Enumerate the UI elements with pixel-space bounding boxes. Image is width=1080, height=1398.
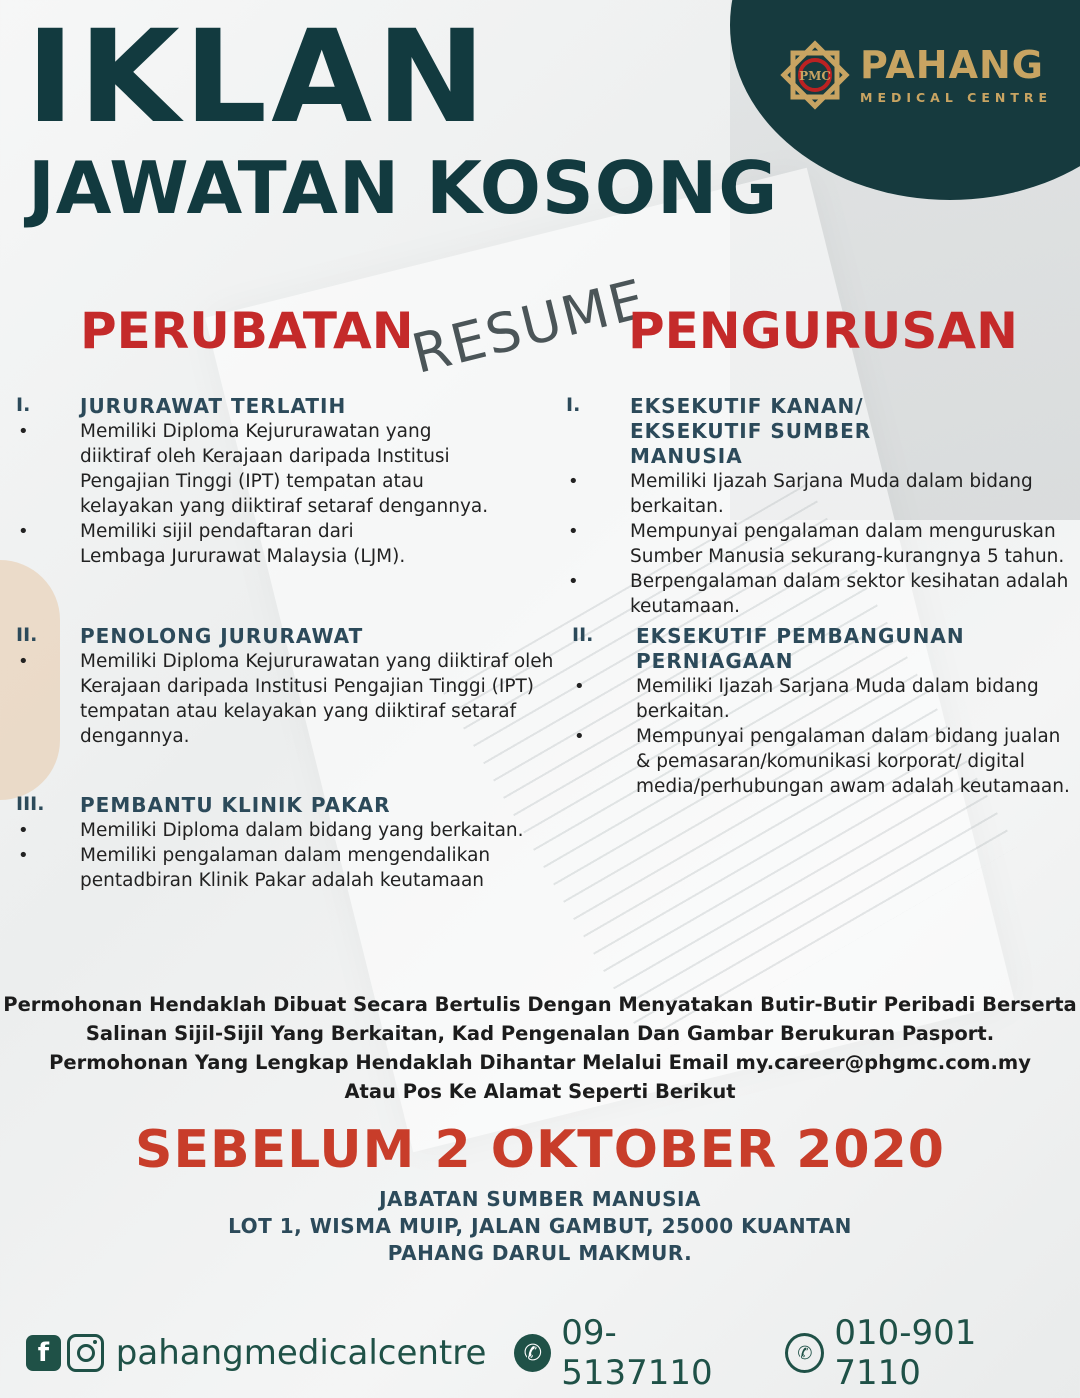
job-jururawat-terlatih	[16, 394, 576, 569]
notice-line: Salinan Sijil-Sijil Yang Berkaitan, Kad Pengenalan Dan Gambar Berukuran Pasport.	[85, 1022, 995, 1045]
application-notice	[0, 990, 1080, 1106]
requirement-item: • Memiliki Diploma Kejururawatan yang diiktiraf oleh Kerajaan daripada Institusi Pengajian Tinggi (IPT) tempatan atau kelayakan yang diiktiraf setaraf dengannya.	[16, 649, 576, 749]
requirement-item: • Berpengalaman dalam sektor kesihatan adalah keutamaan.	[566, 569, 1070, 619]
notice-line: Atau Pos Ke Alamat Seperti Berikut	[344, 1080, 736, 1103]
job-number: II.	[16, 624, 38, 646]
requirement-item: • Memiliki Ijazah Sarjana Muda dalam bidang berkaitan.	[572, 674, 1070, 724]
job-title: EKSEKUTIF PEMBANGUNAN PERNIAGAAN	[636, 624, 965, 673]
job-title: JURURAWAT TERLATIH	[80, 394, 347, 418]
job-eksekutif-sumber-manusia	[566, 394, 1070, 619]
page-subtitle: JAWATAN KOSONG	[28, 146, 779, 230]
logo-subtitle: MEDICAL CENTRE	[860, 89, 1053, 105]
address-line: JABATAN SUMBER MANUSIA	[379, 1187, 701, 1211]
section-heading-perubatan: PERUBATAN	[80, 302, 414, 360]
job-title: PENOLONG JURURAWAT	[80, 624, 364, 648]
notice-line: Permohonan Yang Lengkap Hendaklah Dihantar Melalui Email my.career@phgmc.com.my	[49, 1051, 1031, 1074]
requirement-item: • Memiliki pengalaman dalam mengendalikan pentadbiran Klinik Pakar adalah keutamaan	[16, 843, 576, 893]
instagram-icon[interactable]	[67, 1334, 104, 1372]
job-number: I.	[16, 394, 31, 416]
deadline-banner: SEBELUM 2 OKTOBER 2020	[135, 1120, 945, 1180]
contact-footer	[26, 1313, 1066, 1393]
section-heading-pengurusan: PENGURUSAN	[628, 302, 1018, 360]
job-number: II.	[572, 624, 594, 646]
job-title: PEMBANTU KLINIK PAKAR	[80, 793, 391, 817]
pmc-logo	[780, 40, 1052, 110]
address-line: LOT 1, WISMA MUIP, JALAN GAMBUT, 25000 KUANTAN	[228, 1214, 852, 1238]
address-line: PAHANG DARUL MAKMUR.	[387, 1241, 693, 1265]
social-handle[interactable]: pahangmedicalcentre	[115, 1333, 487, 1373]
whatsapp-number[interactable]: 010-901 7110	[834, 1313, 977, 1393]
phone-number[interactable]: 09-5137110	[561, 1313, 713, 1393]
notice-line: Permohonan Hendaklah Dibuat Secara Bertulis Dengan Menyatakan Butir-Butir Peribadi Berserta	[3, 993, 1077, 1016]
job-penolong-jururawat	[16, 624, 576, 749]
phone-icon: ✆	[514, 1334, 551, 1372]
page-title: IKLAN	[26, 3, 490, 152]
facebook-icon[interactable]: f	[26, 1335, 61, 1371]
star-crescent-logo-icon	[780, 40, 850, 110]
resume-stamp: RESUME	[405, 267, 653, 386]
job-pembantu-klinik-pakar	[16, 793, 576, 893]
requirement-item: • Mempunyai pengalaman dalam menguruskan Sumber Manusia sekurang-kurangnya 5 tahun.	[566, 519, 1070, 569]
whatsapp-icon: ✆	[785, 1333, 824, 1373]
logo-mark-text: PMC	[799, 69, 831, 83]
job-number: I.	[566, 394, 581, 416]
logo-name: PAHANG	[860, 42, 1044, 87]
requirement-item: • Memiliki Ijazah Sarjana Muda dalam bidang berkaitan.	[566, 469, 1070, 519]
job-eksekutif-pembangunan-perniagaan	[572, 624, 1070, 799]
requirement-item: • Memiliki Diploma dalam bidang yang berkaitan.	[16, 818, 576, 843]
job-number: III.	[16, 793, 45, 815]
requirement-item: • Memiliki Diploma Kejururawatan yang diiktiraf oleh Kerajaan daripada Institusi Pengajian Tinggi (IPT) tempatan atau kelayakan yang diiktiraf setaraf dengannya.	[16, 419, 576, 519]
requirement-item: • Mempunyai pengalaman dalam bidang jualan & pemasaran/komunikasi korporat/ digital media/perhubungan awam adalah keutamaan.	[572, 724, 1070, 799]
requirement-item: • Memiliki sijil pendaftaran dari Lembaga Jururawat Malaysia (LJM).	[16, 519, 576, 569]
job-title: EKSEKUTIF KANAN/ EKSEKUTIF SUMBER MANUSIA	[630, 394, 872, 468]
mailing-address	[0, 1186, 1080, 1267]
